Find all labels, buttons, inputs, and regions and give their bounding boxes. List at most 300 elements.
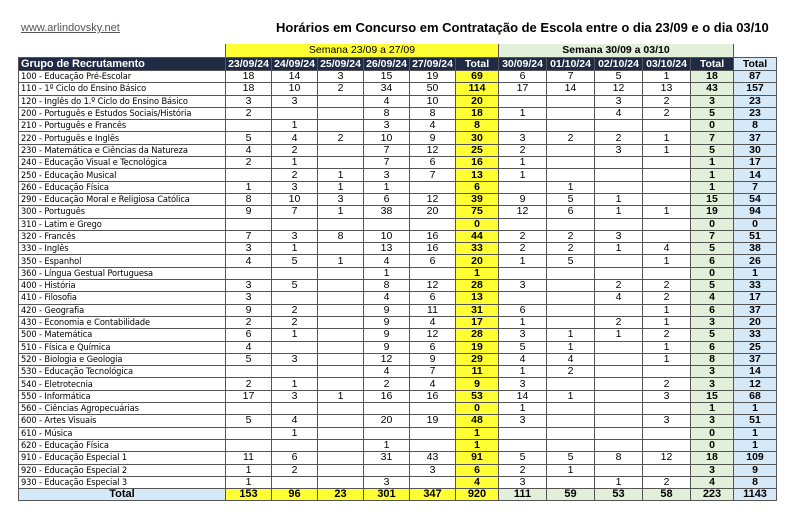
value-cell: 4	[499, 353, 547, 365]
table-row	[19, 230, 777, 242]
value-cell	[499, 439, 547, 451]
value-cell: 3	[595, 144, 643, 156]
value-cell: 2	[643, 292, 691, 304]
value-cell	[318, 316, 364, 328]
table-row	[19, 390, 777, 402]
value-cell: 2	[226, 157, 272, 169]
header-col-2509: 25/09/24	[318, 58, 364, 71]
value-cell	[643, 193, 691, 205]
group-name: 110 - 1º Ciclo do Ensino Básico	[19, 83, 226, 95]
value-cell: 2	[272, 144, 318, 156]
value-cell: 10	[410, 95, 456, 107]
value-cell	[595, 390, 643, 402]
value-cell	[410, 181, 456, 193]
value-cell: 3	[226, 243, 272, 255]
group-name: 920 - Educação Especial 2	[19, 464, 226, 476]
total-cell: 920	[456, 489, 499, 501]
group-name: 220 - Português e Inglês	[19, 132, 226, 144]
week1-total-cell: 31	[456, 304, 499, 316]
value-cell	[547, 403, 595, 415]
table-row	[19, 107, 777, 119]
table-row	[19, 329, 777, 341]
value-cell	[547, 267, 595, 279]
header-col-3009: 30/09/24	[499, 58, 547, 71]
value-cell: 5	[272, 255, 318, 267]
value-cell: 3	[272, 390, 318, 402]
week1-total-cell: 20	[456, 255, 499, 267]
value-cell	[643, 169, 691, 181]
value-cell: 12	[364, 353, 410, 365]
week2-total-cell: 8	[691, 353, 734, 365]
value-cell	[318, 366, 364, 378]
value-cell	[318, 157, 364, 169]
table-row	[19, 476, 777, 488]
value-cell: 9	[364, 341, 410, 353]
value-cell: 6	[499, 71, 547, 83]
value-cell: 3	[364, 120, 410, 132]
week2-total-cell: 3	[691, 378, 734, 390]
header-col-0310: 03/10/24	[643, 58, 691, 71]
header-col-0110: 01/10/24	[547, 58, 595, 71]
value-cell: 1	[595, 206, 643, 218]
week2-total-cell: 5	[691, 280, 734, 292]
value-cell	[547, 218, 595, 230]
value-cell: 4	[364, 292, 410, 304]
grand-total-cell: 25	[734, 341, 777, 353]
week2-total-cell: 3	[691, 366, 734, 378]
group-name: 400 - História	[19, 280, 226, 292]
grand-total-sum: 1143	[734, 489, 777, 501]
table-row	[19, 464, 777, 476]
value-cell: 14	[272, 71, 318, 83]
value-cell: 12	[410, 144, 456, 156]
value-cell	[226, 169, 272, 181]
page-title: Horários em Concurso em Contratação de Escola entre o dia 23/09 e o dia 03/10	[276, 20, 769, 35]
table-row	[19, 83, 777, 95]
value-cell: 12	[499, 206, 547, 218]
grand-total-cell: 17	[734, 157, 777, 169]
value-cell: 2	[643, 107, 691, 119]
value-cell: 38	[364, 206, 410, 218]
grand-total-cell: 7	[734, 181, 777, 193]
week1-total-cell: 1	[456, 427, 499, 439]
value-cell	[410, 427, 456, 439]
value-cell: 1	[595, 243, 643, 255]
value-cell: 1	[499, 157, 547, 169]
value-cell	[364, 218, 410, 230]
header-col-week1-total: Total	[456, 58, 499, 71]
value-cell: 3	[499, 280, 547, 292]
value-cell	[318, 243, 364, 255]
value-cell: 1	[499, 366, 547, 378]
week2-total-cell: 3	[691, 95, 734, 107]
value-cell	[499, 181, 547, 193]
value-cell: 3	[272, 353, 318, 365]
grand-total-cell: 14	[734, 169, 777, 181]
value-cell	[643, 366, 691, 378]
value-cell: 2	[226, 316, 272, 328]
value-cell: 1	[643, 353, 691, 365]
total-cell: 96	[272, 489, 318, 501]
grand-total-cell: 17	[734, 292, 777, 304]
table-row	[19, 341, 777, 353]
value-cell: 1	[318, 206, 364, 218]
value-cell	[595, 366, 643, 378]
value-cell	[272, 341, 318, 353]
value-cell: 2	[595, 316, 643, 328]
value-cell	[318, 107, 364, 119]
week2-total-cell: 5	[691, 243, 734, 255]
value-cell	[318, 403, 364, 415]
value-cell: 4	[595, 107, 643, 119]
value-cell	[364, 464, 410, 476]
value-cell: 4	[272, 132, 318, 144]
week2-total-cell: 1	[691, 181, 734, 193]
value-cell	[410, 476, 456, 488]
value-cell	[547, 144, 595, 156]
table-row	[19, 267, 777, 279]
value-cell	[499, 427, 547, 439]
grand-total-cell: 9	[734, 464, 777, 476]
grand-total-cell: 23	[734, 95, 777, 107]
total-cell: 223	[691, 489, 734, 501]
value-cell: 7	[410, 366, 456, 378]
value-cell: 3	[226, 292, 272, 304]
header-col-grand-total: Total	[734, 58, 777, 71]
week1-total-cell: 39	[456, 193, 499, 205]
week1-total-cell: 28	[456, 280, 499, 292]
table-row	[19, 206, 777, 218]
week1-total-cell: 19	[456, 341, 499, 353]
value-cell: 4	[226, 341, 272, 353]
group-name: 330 - Inglês	[19, 243, 226, 255]
value-cell: 8	[364, 107, 410, 119]
value-cell: 9	[364, 329, 410, 341]
value-cell: 19	[410, 71, 456, 83]
value-cell	[595, 255, 643, 267]
value-cell	[547, 304, 595, 316]
group-name: 320 - Francês	[19, 230, 226, 242]
value-cell: 1	[595, 476, 643, 488]
value-cell	[643, 427, 691, 439]
value-cell: 1	[547, 181, 595, 193]
value-cell: 1	[499, 403, 547, 415]
value-cell: 1	[643, 316, 691, 328]
value-cell	[410, 218, 456, 230]
value-cell: 6	[364, 193, 410, 205]
grand-total-cell: 33	[734, 280, 777, 292]
value-cell	[364, 403, 410, 415]
week2-total-cell: 5	[691, 144, 734, 156]
grand-total-cell: 54	[734, 193, 777, 205]
value-cell	[272, 439, 318, 451]
value-cell	[226, 120, 272, 132]
week2-total-cell: 6	[691, 304, 734, 316]
value-cell	[318, 452, 364, 464]
value-cell: 8	[364, 280, 410, 292]
grand-total-cell: 1	[734, 439, 777, 451]
value-cell	[547, 476, 595, 488]
value-cell: 34	[364, 83, 410, 95]
week2-total-cell: 5	[691, 107, 734, 119]
week1-total-cell: 69	[456, 71, 499, 83]
header-col-2609: 26/09/24	[364, 58, 410, 71]
week2-total-cell: 0	[691, 427, 734, 439]
week1-total-cell: 6	[456, 464, 499, 476]
value-cell	[643, 120, 691, 132]
grand-total-cell: 12	[734, 378, 777, 390]
grand-total-cell: 26	[734, 255, 777, 267]
value-cell: 3	[410, 464, 456, 476]
value-cell	[410, 439, 456, 451]
value-cell: 3	[226, 280, 272, 292]
value-cell: 1	[547, 390, 595, 402]
value-cell	[547, 378, 595, 390]
value-cell	[226, 439, 272, 451]
totals-row	[19, 489, 777, 501]
value-cell: 4	[410, 120, 456, 132]
value-cell: 6	[410, 292, 456, 304]
week1-total-cell: 29	[456, 353, 499, 365]
value-cell: 1	[547, 341, 595, 353]
value-cell: 15	[364, 71, 410, 83]
group-name: 250 - Educação Musical	[19, 169, 226, 181]
value-cell	[643, 157, 691, 169]
week1-total-cell: 53	[456, 390, 499, 402]
value-cell	[595, 403, 643, 415]
value-cell	[226, 267, 272, 279]
week2-total-cell: 43	[691, 83, 734, 95]
value-cell: 13	[364, 243, 410, 255]
value-cell: 2	[643, 476, 691, 488]
value-cell: 7	[410, 169, 456, 181]
value-cell	[547, 280, 595, 292]
table-row	[19, 95, 777, 107]
value-cell	[643, 230, 691, 242]
value-cell: 1	[643, 341, 691, 353]
value-cell: 12	[410, 329, 456, 341]
week2-total-cell: 4	[691, 476, 734, 488]
value-cell: 1	[595, 329, 643, 341]
total-cell: 347	[410, 489, 456, 501]
week1-total-cell: 9	[456, 378, 499, 390]
blank-cell	[19, 44, 226, 58]
week2-total-cell: 15	[691, 193, 734, 205]
value-cell: 1	[318, 390, 364, 402]
week1-total-cell: 1	[456, 439, 499, 451]
group-name: 530 - Educação Tecnológica	[19, 366, 226, 378]
value-cell: 1	[643, 132, 691, 144]
value-cell: 2	[595, 280, 643, 292]
value-cell	[318, 267, 364, 279]
week2-total-cell: 15	[691, 390, 734, 402]
value-cell: 6	[410, 255, 456, 267]
group-name: 300 - Português	[19, 206, 226, 218]
value-cell: 12	[410, 193, 456, 205]
week2-total-cell: 3	[691, 464, 734, 476]
value-cell: 2	[318, 132, 364, 144]
value-cell	[595, 353, 643, 365]
grand-total-cell: 0	[734, 218, 777, 230]
value-cell: 5	[499, 341, 547, 353]
value-cell: 3	[499, 329, 547, 341]
value-cell	[364, 427, 410, 439]
group-name: 420 - Geografia	[19, 304, 226, 316]
table-row	[19, 157, 777, 169]
table-row	[19, 452, 777, 464]
value-cell: 4	[364, 95, 410, 107]
value-cell	[410, 267, 456, 279]
value-cell: 3	[272, 95, 318, 107]
value-cell: 1	[643, 304, 691, 316]
grand-total-cell: 37	[734, 132, 777, 144]
value-cell	[499, 267, 547, 279]
value-cell: 2	[226, 107, 272, 119]
grand-total-cell: 8	[734, 120, 777, 132]
grand-total-cell: 8	[734, 476, 777, 488]
week1-total-cell: 6	[456, 181, 499, 193]
value-cell: 2	[643, 378, 691, 390]
value-cell: 16	[410, 243, 456, 255]
week2-total-cell: 5	[691, 329, 734, 341]
total-cell: 153	[226, 489, 272, 501]
grand-total-cell: 87	[734, 71, 777, 83]
value-cell: 10	[364, 230, 410, 242]
value-cell: 1	[499, 316, 547, 328]
value-cell: 1	[226, 476, 272, 488]
value-cell: 43	[410, 452, 456, 464]
value-cell: 1	[499, 107, 547, 119]
value-cell: 2	[272, 464, 318, 476]
value-cell: 16	[410, 390, 456, 402]
week1-label: Semana 23/09 a 27/09	[226, 44, 499, 58]
group-name: 930 - Educação Especial 3	[19, 476, 226, 488]
value-cell: 9	[410, 353, 456, 365]
group-name: 120 - Inglês do 1.º Ciclo do Ensino Básico	[19, 95, 226, 107]
value-cell: 2	[547, 132, 595, 144]
value-cell	[499, 120, 547, 132]
grand-total-cell: 94	[734, 206, 777, 218]
value-cell: 1	[318, 169, 364, 181]
value-cell	[272, 292, 318, 304]
grand-total-cell: 20	[734, 316, 777, 328]
value-cell: 12	[643, 452, 691, 464]
value-cell	[547, 169, 595, 181]
value-cell: 5	[595, 71, 643, 83]
value-cell: 3	[318, 193, 364, 205]
value-cell: 3	[499, 378, 547, 390]
table-row	[19, 243, 777, 255]
week1-total-cell: 11	[456, 366, 499, 378]
value-cell: 1	[364, 181, 410, 193]
value-cell: 1	[272, 378, 318, 390]
value-cell	[595, 157, 643, 169]
value-cell	[318, 292, 364, 304]
week2-total-cell: 3	[691, 316, 734, 328]
value-cell: 7	[272, 206, 318, 218]
value-cell	[318, 415, 364, 427]
value-cell: 1	[272, 120, 318, 132]
value-cell	[643, 218, 691, 230]
value-cell: 11	[226, 452, 272, 464]
week1-total-cell: 8	[456, 120, 499, 132]
value-cell: 10	[272, 193, 318, 205]
week2-total-cell: 18	[691, 71, 734, 83]
value-cell: 12	[410, 280, 456, 292]
value-cell: 8	[318, 230, 364, 242]
total-cell: 111	[499, 489, 547, 501]
value-cell: 2	[272, 304, 318, 316]
value-cell: 20	[410, 206, 456, 218]
grand-total-cell: 68	[734, 390, 777, 402]
value-cell: 2	[318, 83, 364, 95]
week1-total-cell: 44	[456, 230, 499, 242]
value-cell: 31	[364, 452, 410, 464]
grand-total-cell: 1	[734, 403, 777, 415]
value-cell: 8	[595, 452, 643, 464]
value-cell: 9	[226, 304, 272, 316]
value-cell	[595, 427, 643, 439]
value-cell: 19	[410, 415, 456, 427]
week1-total-cell: 0	[456, 218, 499, 230]
value-cell: 7	[226, 230, 272, 242]
total-cell: 58	[643, 489, 691, 501]
value-cell: 3	[499, 476, 547, 488]
value-cell: 1	[272, 329, 318, 341]
value-cell	[226, 403, 272, 415]
value-cell: 14	[547, 83, 595, 95]
value-cell	[318, 329, 364, 341]
total-cell: 53	[595, 489, 643, 501]
grand-total-cell: 38	[734, 243, 777, 255]
value-cell	[643, 403, 691, 415]
value-cell: 2	[499, 464, 547, 476]
value-cell: 4	[643, 243, 691, 255]
column-header-row	[19, 58, 777, 71]
table-row	[19, 120, 777, 132]
value-cell	[547, 107, 595, 119]
group-name: 620 - Educação Física	[19, 439, 226, 451]
value-cell: 1	[499, 169, 547, 181]
table-row	[19, 255, 777, 267]
value-cell: 18	[226, 83, 272, 95]
group-name: 230 - Matemática e Ciências da Natureza	[19, 144, 226, 156]
value-cell	[318, 439, 364, 451]
group-name: 910 - Educação Especial 1	[19, 452, 226, 464]
value-cell: 3	[499, 132, 547, 144]
value-cell: 9	[499, 193, 547, 205]
value-cell: 2	[272, 316, 318, 328]
value-cell: 1	[226, 464, 272, 476]
value-cell	[595, 169, 643, 181]
value-cell: 9	[410, 132, 456, 144]
value-cell: 17	[226, 390, 272, 402]
header-col-0210: 02/10/24	[595, 58, 643, 71]
value-cell: 2	[499, 144, 547, 156]
value-cell	[499, 95, 547, 107]
site-link[interactable]: www.arlindovsky.net	[21, 22, 120, 34]
table-row	[19, 427, 777, 439]
value-cell: 4	[272, 415, 318, 427]
value-cell: 3	[272, 230, 318, 242]
value-cell	[595, 120, 643, 132]
value-cell: 5	[226, 415, 272, 427]
week1-total-cell: 17	[456, 316, 499, 328]
group-name: 540 - Eletrotecnia	[19, 378, 226, 390]
table-row	[19, 169, 777, 181]
grand-total-cell: 109	[734, 452, 777, 464]
table-row	[19, 132, 777, 144]
